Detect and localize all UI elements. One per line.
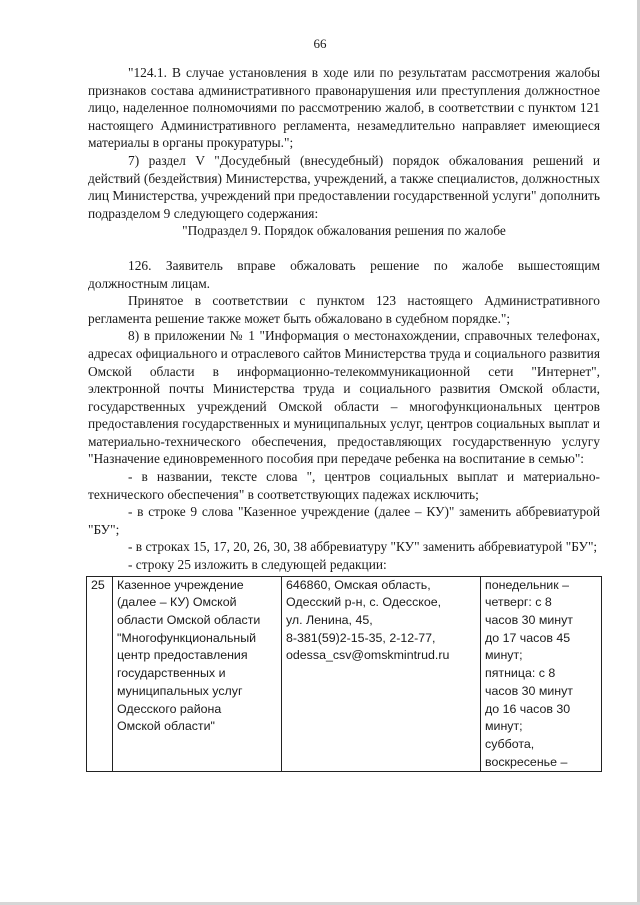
paragraph-remove-words: - в названии, тексте слова ", центров социальных выплат и материально-технического обеспечения" в соответствующих падежах исключить; [88,469,600,502]
paragraph-section-v: 7) раздел V "Досудебный (внесудебный) порядок обжалования решений и действий (бездействия) Министерства, учреждений, а также специалистов, должностных лиц Министерства, учреждений при предоставлении государственной услуги" дополнить подразделом 9 следующего содержания: [88,152,600,221]
name-line: (далее – КУ) Омской [117,595,237,610]
paragraph-appendix-1: 8) в приложении № 1 "Информация о местонахождении, справочных телефонах, адресах официального и отраслевого сайтов Министерства труда и социального развития Омской области в информационно-телекоммуникационной сети "Интернет", электронной почты Министерства труда и социального развития Омской области, государственных учреждений Омской области – многофункциональных центров предоставления государственных и муниципальных услуг, центров социальных выплат и материально-технического обеспечения, предоставляющих государственную услугу "Назначение единовременного пособия при передаче ребенка на воспитание в семью": [88,328,600,467]
hours-line: минут; [485,719,523,734]
phone-line: 8-381(59)2-15-35, 2-12-77, [286,630,436,645]
paragraph-rows-list: - в строках 15, 17, 20, 26, 30, 38 аббревиатуру "КУ" заменить аббревиатурой "БУ"; [128,539,598,555]
spacer [88,240,600,257]
hours-line: минут; [485,648,523,663]
name-line: Омской области" [117,719,215,734]
subsection-heading: "Подраздел 9. Порядок обжалования решения по жалобе [182,223,506,239]
name-line: области Омской области [117,613,261,628]
address-line: Одесский р-н, с. Одесское, [286,595,442,610]
table-row [87,576,602,772]
hours-line: до 17 часов 45 [485,630,571,645]
hours-line: пятница: с 8 [485,666,556,681]
paragraph-124-1: "124.1. В случае установления в ходе или по результатам рассмотрения жалобы признаков состава административного правонарушения или преступления должностное лицо, наделенное полномочиями по рассмотрению жалоб, в соответствии с пунктом 121 настоящего Административного регламента, незамедлительно направляет имеющиеся материалы в органы прокуратуры."; [88,65,600,151]
paragraph-126: 126. Заявитель вправе обжаловать решение по жалобе вышестоящим должностным лицам. [88,257,600,291]
name-line: государственных и [117,666,226,681]
name-line: Одесского района [117,701,222,716]
hours-line: суббота, [485,736,535,751]
email-line: odessa_csv@omskmintrud.ru [286,648,450,663]
paragraph-decision-appeal: Принятое в соответствии с пунктом 123 настоящего Административного регламента решение также может быть обжаловано в судебном порядке."; [88,293,600,326]
name-line: Казенное учреждение [117,577,244,592]
name-line: "Многофункциональный [117,630,257,645]
document-body [88,64,600,772]
name-line: центр предоставления [117,648,248,663]
address-line: 646860, Омская область, [286,577,431,592]
working-hours-cell [481,576,602,772]
hours-line: воскресенье – [485,754,568,769]
paragraph-row-25: - строку 25 изложить в следующей редакции: [128,557,387,573]
page-number: 66 [313,36,327,51]
hours-line: до 16 часов 30 [485,701,571,716]
hours-line: часов 30 минут [485,613,573,628]
institution-name-cell [113,576,282,772]
row-number-cell: 25 [87,576,113,772]
hours-line: четверг: с 8 [485,595,552,610]
address-line: ул. Ленина, 45, [286,613,373,628]
row-25-table [86,576,602,773]
name-line: муниципальных услуг [117,683,243,698]
hours-line: понедельник – [485,577,569,592]
hours-line: часов 30 минут [485,683,573,698]
address-cell [282,576,481,772]
paragraph-row-9: - в строке 9 слова "Казенное учреждение (далее – КУ)" заменить аббревиатурой "БУ"; [88,504,600,537]
